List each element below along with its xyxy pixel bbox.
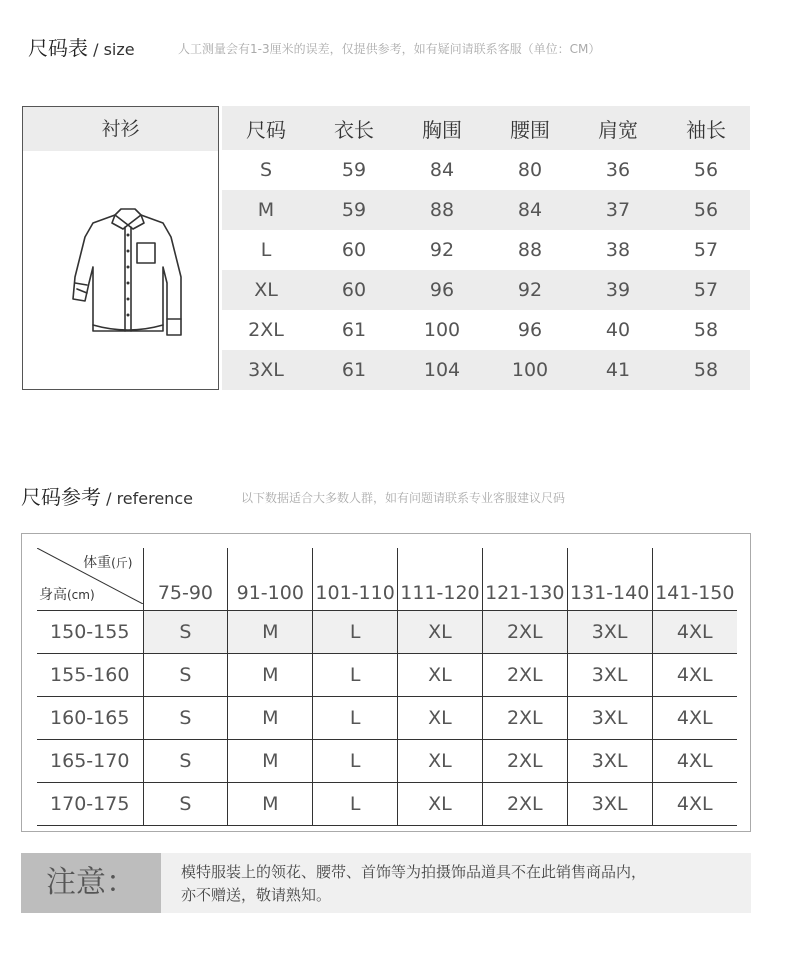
- weight-header-cell: 131-140: [567, 548, 652, 611]
- table-cell: M: [228, 697, 313, 740]
- header-cell: 胸围: [398, 106, 486, 150]
- table-cell: 38: [605, 239, 631, 261]
- table-cell: 40: [605, 319, 631, 341]
- table-cell: 4XL: [652, 611, 737, 654]
- height-cell: 160-165: [37, 697, 143, 740]
- weight-axis-label: 体重(斤): [83, 555, 133, 571]
- ref-title-en: reference: [116, 489, 193, 508]
- table-cell: S: [259, 159, 273, 181]
- table-cell: L: [313, 783, 398, 826]
- notice-label: 注意：: [21, 853, 161, 913]
- table-cell: 80: [517, 159, 543, 181]
- table-cell: 96: [398, 270, 486, 310]
- header-cell: 肩宽: [574, 106, 662, 150]
- table-cell: 2XL: [482, 697, 567, 740]
- table-cell: S: [143, 654, 228, 697]
- size-section-note: 人工测量会有1-3厘米的误差，仅提供参考，如有疑问请联系客服（单位：CM）: [178, 42, 601, 56]
- table-cell: 96: [517, 319, 543, 341]
- table-cell: 92: [429, 239, 455, 261]
- table-cell: M: [228, 611, 313, 654]
- table-cell: 4XL: [652, 740, 737, 783]
- table-cell: 39: [574, 270, 662, 310]
- size-title-sep: /: [88, 40, 104, 59]
- table-cell: 2XL: [248, 319, 284, 341]
- height-cell: 170-175: [37, 783, 143, 826]
- weight-header-cell: 101-110: [313, 548, 398, 611]
- table-row: [37, 611, 737, 654]
- weight-header-cell: 121-130: [482, 548, 567, 611]
- size-table: [222, 106, 750, 390]
- table-row: [222, 270, 750, 310]
- table-cell: L: [313, 611, 398, 654]
- size-title-cn: 尺码表: [28, 36, 88, 60]
- height-axis-label: 身高(cm): [39, 587, 95, 603]
- ref-title-sep: /: [101, 489, 117, 508]
- size-section-title: [28, 32, 135, 61]
- reference-panel: [21, 533, 751, 832]
- height-cell: 155-160: [37, 654, 143, 697]
- table-cell: 88: [517, 239, 543, 261]
- height-cell: 165-170: [37, 740, 143, 783]
- table-cell: 58: [693, 319, 719, 341]
- table-cell: M: [222, 190, 310, 230]
- table-cell: M: [228, 654, 313, 697]
- table-cell: 4XL: [652, 783, 737, 826]
- table-cell: XL: [398, 611, 483, 654]
- weight-header-cell: 141-150: [652, 548, 737, 611]
- table-cell: 2XL: [482, 783, 567, 826]
- table-cell: XL: [398, 654, 483, 697]
- diagonal-header-cell: [37, 548, 143, 611]
- table-cell: 57: [662, 270, 750, 310]
- table-cell: 2XL: [482, 611, 567, 654]
- table-row: [222, 190, 750, 230]
- table-cell: 61: [310, 350, 398, 390]
- table-cell: S: [143, 740, 228, 783]
- table-row: [37, 654, 737, 697]
- table-cell: 92: [486, 270, 574, 310]
- table-cell: 60: [341, 239, 367, 261]
- weight-header-cell: 111-120: [398, 548, 483, 611]
- table-row: [37, 697, 737, 740]
- table-row: [37, 783, 737, 826]
- table-cell: 3XL: [567, 740, 652, 783]
- table-cell: 4XL: [652, 654, 737, 697]
- table-cell: 61: [341, 319, 367, 341]
- table-cell: 3XL: [567, 654, 652, 697]
- table-cell: XL: [222, 270, 310, 310]
- table-cell: 2XL: [482, 654, 567, 697]
- weight-header-cell: 75-90: [143, 548, 228, 611]
- table-cell: 84: [486, 190, 574, 230]
- table-cell: XL: [398, 697, 483, 740]
- table-row: [222, 230, 750, 270]
- size-title-en: size: [103, 40, 135, 59]
- table-cell: S: [143, 783, 228, 826]
- table-cell: 59: [310, 190, 398, 230]
- table-cell: L: [313, 740, 398, 783]
- table-cell: 2XL: [482, 740, 567, 783]
- table-cell: M: [228, 783, 313, 826]
- weight-header-cell: 91-100: [228, 548, 313, 611]
- size-table-header: [222, 106, 750, 150]
- table-cell: 3XL: [567, 611, 652, 654]
- table-cell: 36: [605, 159, 631, 181]
- table-cell: 3XL: [567, 697, 652, 740]
- garment-panel: [22, 106, 219, 390]
- table-cell: L: [260, 239, 272, 261]
- table-cell: XL: [398, 740, 483, 783]
- table-cell: 88: [398, 190, 486, 230]
- notice-line: 模特服装上的领花、腰带、首饰等为拍摄饰品道具不在此销售商品内，: [181, 863, 647, 881]
- header-cell: 衣长: [310, 106, 398, 150]
- table-cell: 4XL: [652, 697, 737, 740]
- header-cell: 腰围: [486, 106, 574, 150]
- ref-title-cn: 尺码参考: [21, 485, 101, 509]
- reference-table: [37, 548, 737, 826]
- height-cell: 150-155: [37, 611, 143, 654]
- table-row: [37, 740, 737, 783]
- table-row: [222, 150, 750, 190]
- table-cell: M: [228, 740, 313, 783]
- table-cell: L: [313, 697, 398, 740]
- table-row: [222, 310, 750, 350]
- table-cell: 104: [398, 350, 486, 390]
- table-cell: S: [143, 697, 228, 740]
- table-cell: 57: [693, 239, 719, 261]
- table-cell: 59: [341, 159, 367, 181]
- table-cell: 3XL: [222, 350, 310, 390]
- ref-section-note: 以下数据适合大多数人群，如有问题请联系专业客服建议尺码: [241, 491, 566, 505]
- reference-header-row: [37, 548, 737, 611]
- shirt-icon: [63, 207, 193, 337]
- ref-section-title: [21, 481, 193, 510]
- garment-label: 衬衫: [23, 107, 218, 151]
- table-cell: 3XL: [567, 783, 652, 826]
- table-row: [222, 350, 750, 390]
- table-cell: 41: [574, 350, 662, 390]
- notice-text: [161, 853, 751, 913]
- table-cell: 100: [486, 350, 574, 390]
- table-cell: 84: [429, 159, 455, 181]
- table-cell: L: [313, 654, 398, 697]
- notice-line: 亦不赠送，敬请熟知。: [181, 886, 332, 904]
- header-cell: 袖长: [662, 106, 750, 150]
- table-cell: 58: [662, 350, 750, 390]
- table-cell: XL: [398, 783, 483, 826]
- table-cell: 60: [310, 270, 398, 310]
- table-cell: S: [143, 611, 228, 654]
- table-cell: 56: [662, 190, 750, 230]
- header-cell: 尺码: [222, 106, 310, 150]
- table-cell: 100: [423, 319, 461, 341]
- table-cell: 56: [693, 159, 719, 181]
- table-cell: 37: [574, 190, 662, 230]
